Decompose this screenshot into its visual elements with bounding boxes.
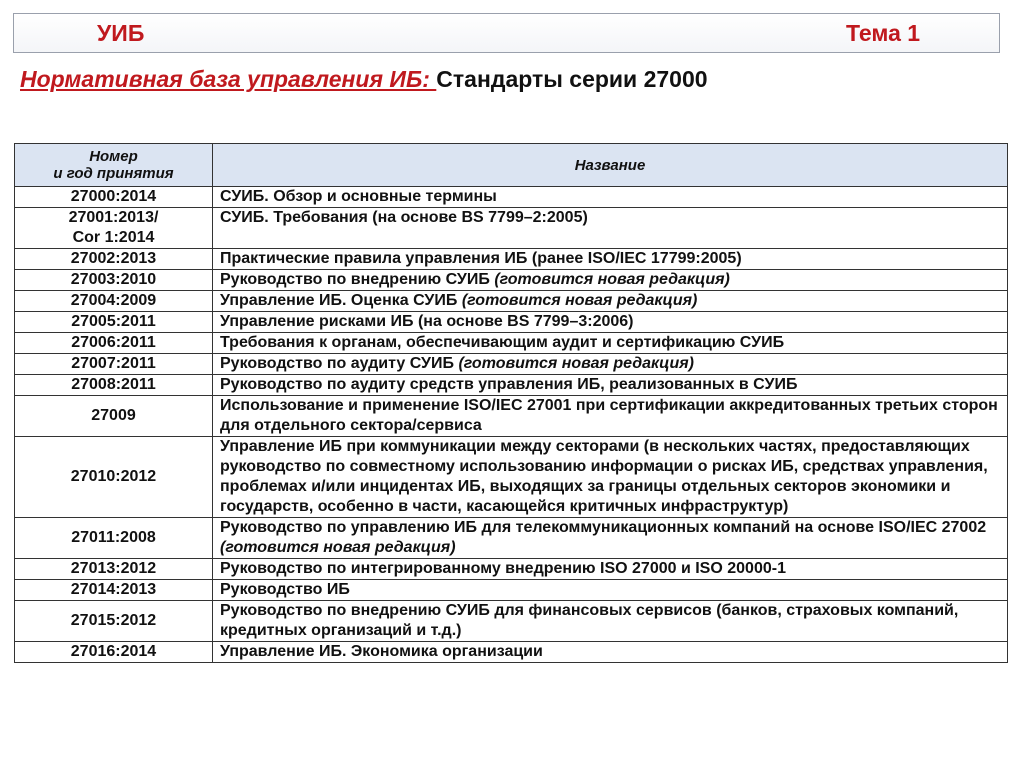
standard-number: Cor 1:2014 <box>72 229 155 246</box>
standard-title-cell <box>213 601 1008 642</box>
table-row <box>15 187 1008 208</box>
standard-title: Руководство по интегрированному внедрению ISO 27000 и ISO 20000-1 <box>220 560 786 577</box>
standard-title: Требования к органам, обеспечивающим аудит и сертификацию СУИБ <box>220 334 785 351</box>
table-header-row <box>15 144 1008 187</box>
standard-number-cell <box>15 601 213 642</box>
standard-number: 27011:2008 <box>71 529 156 546</box>
table-row <box>15 291 1008 312</box>
standard-number: 27006:2011 <box>71 334 156 351</box>
table-row <box>15 249 1008 270</box>
table-row <box>15 601 1008 642</box>
standard-title-cell <box>213 208 1008 249</box>
standards-table <box>14 143 1008 663</box>
standard-number: 27015:2012 <box>70 612 157 629</box>
standard-title: СУИБ. Требования (на основе BS 7799–2:2005) <box>220 209 588 226</box>
standard-number-cell <box>15 208 213 249</box>
table-row <box>15 437 1008 518</box>
standard-title: Руководство по управлению ИБ для телекоммуникационных компаний на основе ISO/IEC 27002 <box>220 519 987 536</box>
standard-number-cell <box>15 580 213 601</box>
standard-number: 27009 <box>91 407 136 424</box>
column-header-number-line2: и год принятия <box>53 165 174 182</box>
revision-note: (готовится новая редакция) <box>458 355 694 372</box>
standard-number-cell <box>15 270 213 291</box>
standard-number: 27013:2012 <box>70 560 157 577</box>
standard-title: Управление рисками ИБ (на основе BS 7799–3:2006) <box>220 313 634 330</box>
standard-number-cell <box>15 437 213 518</box>
standard-title-cell <box>213 642 1008 663</box>
standard-title-cell <box>213 580 1008 601</box>
standard-title: Управление ИБ. Экономика организации <box>220 643 543 660</box>
revision-note: (готовится новая редакция) <box>220 539 456 556</box>
standard-title: СУИБ. Обзор и основные термины <box>220 188 497 205</box>
standard-number-cell <box>15 333 213 354</box>
standard-number: 27014:2013 <box>70 581 157 598</box>
table-body <box>15 187 1008 663</box>
table-row <box>15 518 1008 559</box>
standard-number: 27001:2013/ <box>68 209 159 226</box>
standard-number-cell <box>15 559 213 580</box>
standard-number-cell <box>15 375 213 396</box>
standard-title: Управление ИБ. Оценка СУИБ <box>220 292 462 309</box>
standard-title-cell <box>213 291 1008 312</box>
standard-number-cell <box>15 396 213 437</box>
table-row <box>15 396 1008 437</box>
table-row <box>15 208 1008 249</box>
revision-note: (готовится новая редакция) <box>461 292 698 309</box>
standard-title-cell <box>213 375 1008 396</box>
standard-number: 27010:2012 <box>70 468 157 485</box>
standard-number: 27002:2013 <box>70 250 157 267</box>
standard-number: 27003:2010 <box>70 271 157 288</box>
standard-title-cell <box>213 333 1008 354</box>
standard-number: 27007:2011 <box>71 355 156 372</box>
standard-number: 27004:2009 <box>70 292 157 309</box>
slide-title-topic: Нормативная база управления ИБ: <box>20 66 437 92</box>
column-header-number-line1: Номер <box>89 148 138 165</box>
table-row <box>15 270 1008 291</box>
table-row <box>15 375 1008 396</box>
standard-number: 27016:2014 <box>70 643 157 660</box>
standard-title-cell <box>213 559 1008 580</box>
column-header-number <box>15 144 213 187</box>
standard-number-cell <box>15 291 213 312</box>
column-header-name: Название <box>213 144 1008 187</box>
slide-title-rest: Стандарты серии 27000 <box>436 66 708 92</box>
standard-number-cell <box>15 642 213 663</box>
standard-title-cell <box>213 518 1008 559</box>
standard-number-cell <box>15 518 213 559</box>
table-row <box>15 580 1008 601</box>
standard-title: Руководство по внедрению СУИБ для финансовых сервисов (банков, страховых компаний, кредитных организаций и т.д.) <box>220 602 959 639</box>
standard-title-cell <box>213 187 1008 208</box>
table-row <box>15 642 1008 663</box>
header-topic-label: Тема 1 <box>846 20 921 46</box>
standard-title: Практические правила управления ИБ (ранее ISO/IEC 17799:2005) <box>220 250 742 267</box>
standard-number: 27000:2014 <box>70 188 157 205</box>
standard-title-cell <box>213 354 1008 375</box>
header-course-label: УИБ <box>97 20 145 46</box>
slide-header-bar <box>13 13 1000 53</box>
standard-title: Использование и применение ISO/IEC 27001 при сертификации аккредитованных третьих сторон для отдельного сектора/сервиса <box>220 397 998 434</box>
standard-title-cell <box>213 396 1008 437</box>
standard-title: Руководство по внедрению СУИБ <box>220 271 495 288</box>
table-row <box>15 312 1008 333</box>
table-row <box>15 333 1008 354</box>
standard-title: Руководство по аудиту СУИБ <box>220 355 459 372</box>
standard-number-cell <box>15 312 213 333</box>
standard-number: 27008:2011 <box>71 376 156 393</box>
standard-number-cell <box>15 354 213 375</box>
table-row <box>15 354 1008 375</box>
slide-title <box>20 66 708 93</box>
standard-title-cell <box>213 437 1008 518</box>
standard-title: Руководство по аудиту средств управления ИБ, реализованных в СУИБ <box>220 376 798 393</box>
revision-note: (готовится новая редакция) <box>494 271 730 288</box>
standard-title-cell <box>213 270 1008 291</box>
standard-number: 27005:2011 <box>71 313 156 330</box>
standard-title-cell <box>213 249 1008 270</box>
standard-title: Управление ИБ при коммуникации между секторами (в нескольких частях, предоставляющих руководство по совместному использованию информации о рисках ИБ, средствах управления, проблемах и/или инцидентах ИБ, выходящих за границы отдельных секторов экономики и государств, особенно в части, касающейся критичных инфраструктур) <box>220 438 988 515</box>
standard-number-cell <box>15 249 213 270</box>
standard-title-cell <box>213 312 1008 333</box>
standard-number-cell <box>15 187 213 208</box>
standard-title: Руководство ИБ <box>220 581 350 598</box>
table-row <box>15 559 1008 580</box>
